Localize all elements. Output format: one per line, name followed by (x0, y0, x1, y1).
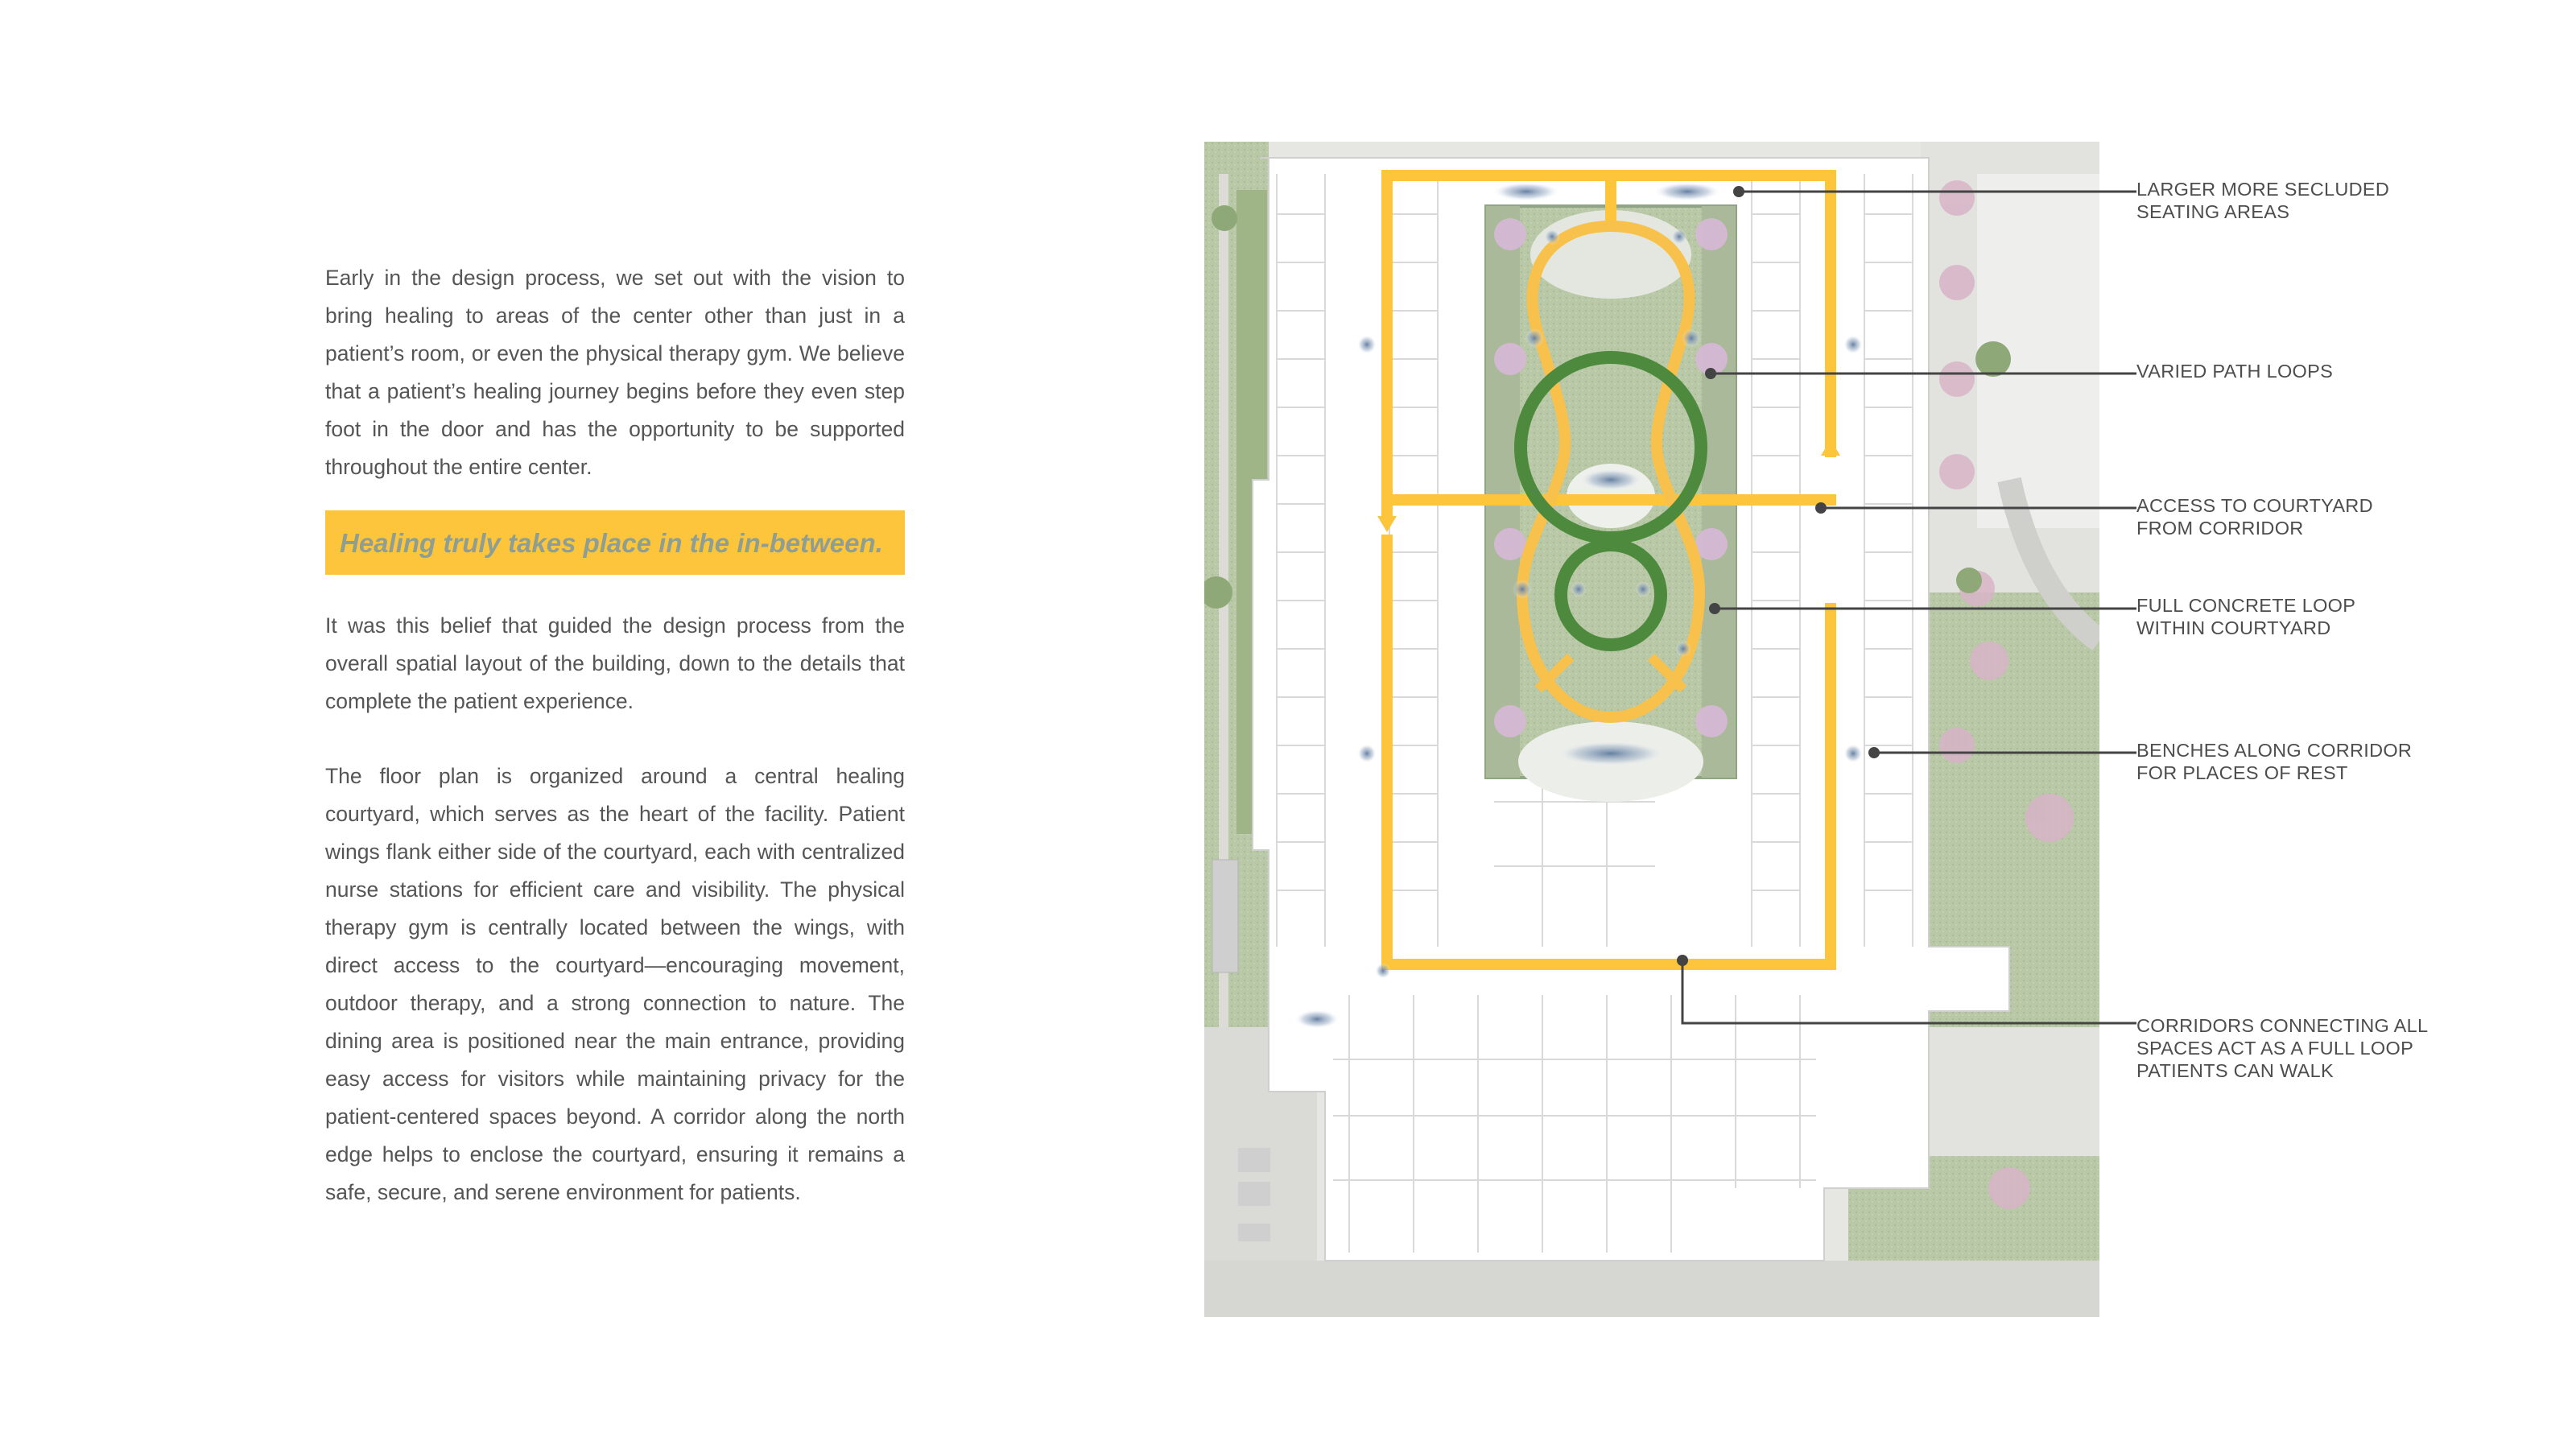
tree (1695, 218, 1728, 250)
callout-corridor-loop: CORRIDORS CONNECTING ALL SPACES ACT AS A FULL LOOP PATIENTS CAN WALK (2136, 1015, 2429, 1081)
bench (1375, 963, 1391, 979)
courtyard-bed-west (1486, 206, 1520, 778)
quote-highlight-box (325, 510, 905, 575)
tree (1988, 1167, 2030, 1209)
bench-box (1238, 1148, 1270, 1172)
site-plan-drawing (1204, 142, 2099, 1317)
tree (1939, 728, 1975, 763)
seating-spot (1682, 328, 1701, 348)
seating-spot (1675, 641, 1691, 657)
tree (1695, 343, 1728, 375)
seating-spot (1513, 580, 1532, 599)
seating-blob (1579, 469, 1643, 491)
shrub (1956, 568, 1982, 593)
seating-spot (1544, 229, 1560, 245)
bench (1357, 744, 1377, 763)
callout-path-loops: VARIED PATH LOOPS (2136, 361, 2334, 382)
tree (2025, 794, 2074, 842)
design-process-paragraph: It was this belief that guided the design process from the overall spatial layout of the building, down to the details that complete the patient experience. (325, 613, 905, 713)
bench (1843, 744, 1863, 763)
callout-concrete-loop: FULL CONCRETE LOOP WITHIN COURTYARD (2136, 595, 2356, 638)
seating-blob (1554, 741, 1667, 766)
seating-spot (1635, 581, 1651, 597)
shrub (1212, 205, 1237, 231)
seating-blob (1294, 1009, 1340, 1029)
seating-spot (1671, 229, 1687, 245)
tree (1695, 705, 1728, 737)
seating-spot (1525, 328, 1544, 348)
pull-quote: Healing truly takes place in the in-between. (340, 527, 883, 558)
site-plan (1204, 142, 2099, 1317)
intro-paragraph: Early in the design process, we set out with the vision to bring healing to areas of the center other than just in a patient’s room, or even the physical therapy gym. We believe that a patient’s healing journey begins before they even step foot in the door and has the opportunity to be supported throughout the entire center. (325, 266, 905, 479)
callout-seating-areas: LARGER MORE SECLUDED SEATING AREAS (2136, 179, 2390, 222)
tree (1494, 343, 1526, 375)
street (1204, 1261, 2099, 1317)
tree (1939, 361, 1975, 397)
tree (1939, 180, 1975, 216)
courtyard-bed-east (1702, 206, 1736, 778)
tree (1494, 705, 1526, 737)
tree (1494, 218, 1526, 250)
callout-courtyard-access: ACCESS TO COURTYARD FROM CORRIDOR (2136, 495, 2373, 539)
seating-spot (1571, 581, 1587, 597)
narrative-column (325, 259, 905, 1212)
bench (1843, 335, 1863, 354)
tree (1494, 528, 1526, 560)
tree (1939, 454, 1975, 489)
tree (1695, 528, 1728, 560)
shrub (1975, 341, 2011, 377)
bench-box (1212, 860, 1238, 972)
seating-blob (1653, 182, 1721, 201)
tree (1970, 642, 2008, 680)
seating-blob (1492, 182, 1560, 201)
bench-box (1238, 1224, 1270, 1241)
bench (1357, 335, 1377, 354)
callout-benches: BENCHES ALONG CORRIDOR FOR PLACES OF REST (2136, 740, 2413, 783)
floor-plan-paragraph: The floor plan is organized around a central healing courtyard, which serves as the heart of the facility. Patient wings flank either side of the courtyard, each with centralized nurse stations for efficient care and visibility. The physical therapy gym is centrally located between the wings, with direct access to the courtyard—encouraging movement, outdoor therapy, and a strong connection to nature. The dining area is positioned near the main entrance, providing easy access for visitors while maintaining privacy for the patient-centered spaces beyond. A corridor along the north edge helps to enclose the courtyard, ensuring it remains a safe, secure, and serene environment for patients. (325, 764, 905, 1204)
bench-box (1238, 1182, 1270, 1206)
tree (1939, 265, 1975, 300)
